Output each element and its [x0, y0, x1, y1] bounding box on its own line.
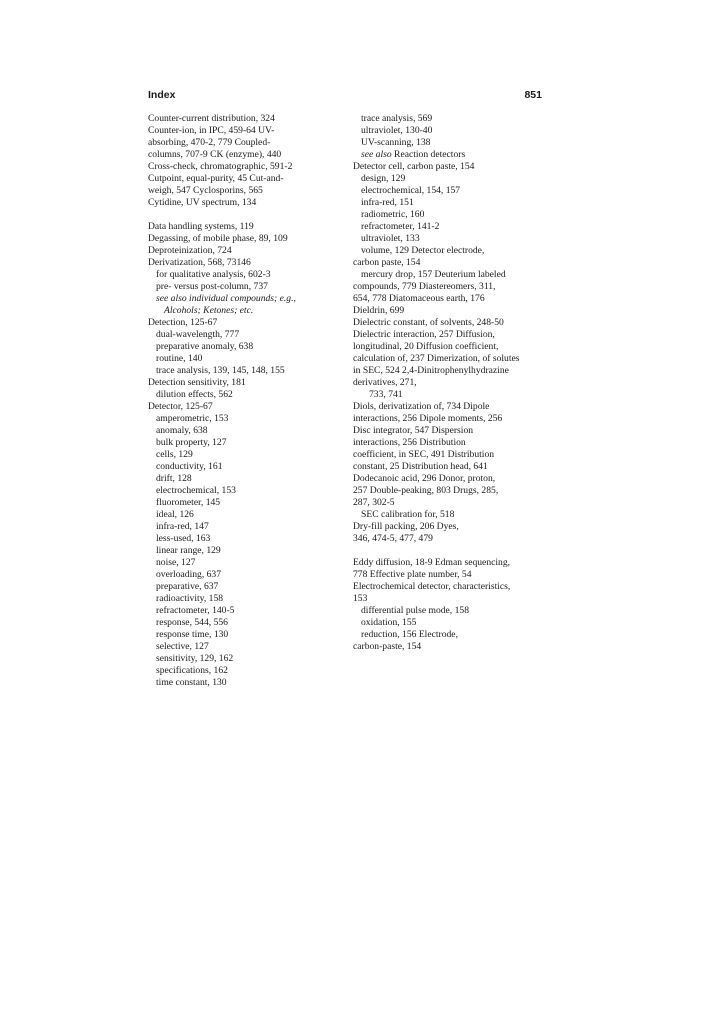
- index-entry: interactions, 256 Dipole moments, 256: [353, 413, 503, 424]
- index-subentry: amperometric, 153: [156, 413, 229, 424]
- blank-line: [148, 209, 333, 221]
- index-subentry: trace analysis, 569: [361, 113, 433, 124]
- page-header: [148, 88, 542, 102]
- index-subentry: reduction, 156 Electrode,: [361, 629, 458, 640]
- index-subentry: for qualitative analysis, 602-3: [156, 269, 271, 280]
- index-entry: 153: [353, 593, 368, 604]
- index-entry: Derivatization, 568, 73146: [148, 257, 251, 268]
- page-number: 851: [524, 89, 542, 101]
- index-entry: Dieldrin, 699: [353, 305, 405, 316]
- index-subentry: cells, 129: [156, 449, 193, 460]
- index-entry: calculation of, 237 Dimerization, of solutes: [353, 353, 520, 364]
- index-subentry: conductivity, 161: [156, 461, 223, 472]
- index-subentry: bulk property, 127: [156, 437, 227, 448]
- index-subentry: pre- versus post-column, 737: [156, 281, 268, 292]
- index-subentry: specifications, 162: [156, 665, 228, 676]
- index-subentry: differential pulse mode, 158: [361, 605, 469, 616]
- index-subentry: routine, 140: [156, 353, 203, 364]
- index-entry: Dielectric interaction, 257 Diffusion,: [353, 329, 495, 340]
- index-subentry: dual-wavelength, 777: [156, 329, 240, 340]
- index-entry: Data handling systems, 119: [148, 221, 254, 232]
- index-subentry: see also Reaction detectors: [361, 149, 466, 160]
- index-entry: Diols, derivatization of, 734 Dipole: [353, 401, 490, 412]
- index-subentry: Alcohols; Ketones; etc.: [164, 305, 254, 316]
- blank-line: [353, 545, 543, 557]
- index-entry: compounds, 779 Diastereomers, 311,: [353, 281, 496, 292]
- index-subentry: trace analysis, 139, 145, 148, 155: [156, 365, 285, 376]
- index-subentry: electrochemical, 154, 157: [361, 185, 461, 196]
- index-subentry: response, 544, 556: [156, 617, 228, 628]
- index-subentry: infra-red, 147: [156, 521, 209, 532]
- index-subentry: volume, 129 Detector electrode,: [361, 245, 485, 256]
- index-entry: 287, 302-5: [353, 497, 395, 508]
- index-entry: coefficient, in SEC, 491 Distribution: [353, 449, 495, 460]
- index-entry: Detection sensitivity, 181: [148, 377, 246, 388]
- index-entry: Electrochemical detector, characteristics,: [353, 581, 511, 592]
- index-entry: Cytidine, UV spectrum, 134: [148, 197, 257, 208]
- index-entry: Degassing, of mobile phase, 89, 109: [148, 233, 288, 244]
- index-subentry: overloading, 637: [156, 569, 222, 580]
- index-subentry: electrochemical, 153: [156, 485, 236, 496]
- index-entry: carbon paste, 154: [353, 257, 421, 268]
- index-entry: Detection, 125-67: [148, 317, 218, 328]
- index-subentry: SEC calibration for, 518: [361, 509, 455, 520]
- index-subentry: less-used, 163: [156, 533, 211, 544]
- index-entry: interactions, 256 Distribution: [353, 437, 466, 448]
- index-entry: Counter-current distribution, 324: [148, 113, 275, 124]
- index-subentry: mercury drop, 157 Deuterium labeled: [361, 269, 506, 280]
- index-subentry: design, 129: [361, 173, 406, 184]
- index-subentry: fluorometer, 145: [156, 497, 221, 508]
- index-entry: columns, 707-9 CK (enzyme), 440: [148, 149, 282, 160]
- index-subentry: dilution effects, 562: [156, 389, 233, 400]
- index-subentry: response time, 130: [156, 629, 229, 640]
- index-entry: Deproteinization, 724: [148, 245, 232, 256]
- index-entry: in SEC, 524 2,4-Dinitrophenylhydrazine: [353, 365, 509, 376]
- index-subentry: drift, 128: [156, 473, 192, 484]
- index-entry: longitudinal, 20 Diffusion coefficient,: [353, 341, 499, 352]
- index-subentry: noise, 127: [156, 557, 196, 568]
- index-entry: Dry-fill packing, 206 Dyes,: [353, 521, 459, 532]
- index-subentry: 733, 741: [369, 389, 403, 400]
- index-entry: Detector cell, carbon paste, 154: [353, 161, 475, 172]
- index-subentry: sensitivity, 129, 162: [156, 653, 234, 664]
- index-subentry: radioactivity, 158: [156, 593, 224, 604]
- index-entry: Cross-check, chromatographic, 591-2: [148, 161, 293, 172]
- index-subentry: linear range, 129: [156, 545, 221, 556]
- index-subentry: refractometer, 140-5: [156, 605, 235, 616]
- index-subentry: anomaly, 638: [156, 425, 208, 436]
- index-entry: 257 Double-peaking, 803 Drugs, 285,: [353, 485, 499, 496]
- index-entry: derivatives, 271,: [353, 377, 417, 388]
- index-entry: Disc integrator, 547 Dispersion: [353, 425, 474, 436]
- index-subentry: see also individual compounds; e.g.,: [156, 293, 296, 304]
- index-entry: 346, 474-5, 477, 479: [353, 533, 433, 544]
- index-subentry: ideal, 126: [156, 509, 194, 520]
- index-entry: Eddy diffusion, 18-9 Edman sequencing,: [353, 557, 511, 568]
- index-subentry: preparative anomaly, 638: [156, 341, 254, 352]
- index-subentry: time constant, 130: [156, 677, 227, 688]
- index-entry: Counter-ion, in IPC, 459-64 UV-: [148, 125, 275, 136]
- index-entry: weigh, 547 Cyclosporins, 565: [148, 185, 263, 196]
- index-subentry: UV-scanning, 138: [361, 137, 431, 148]
- index-entry: carbon-paste, 154: [353, 641, 422, 652]
- index-subentry: oxidation, 155: [361, 617, 417, 628]
- index-subentry: infra-red, 151: [361, 197, 414, 208]
- index-entry: Dodecanoic acid, 296 Donor, proton,: [353, 473, 496, 484]
- index-entry: constant, 25 Distribution head, 641: [353, 461, 488, 472]
- index-entry: 654, 778 Diatomaceous earth, 176: [353, 293, 485, 304]
- index-subentry: refractometer, 141-2: [361, 221, 440, 232]
- index-entry: Cutpoint, equal-purity, 45 Cut-and-: [148, 173, 284, 184]
- index-column-left: [148, 113, 333, 689]
- index-subentry: ultraviolet, 130-40: [361, 125, 433, 136]
- index-subentry: selective, 127: [156, 641, 209, 652]
- index-subentry: radiometric, 160: [361, 209, 425, 220]
- index-entry: Dielectric constant, of solvents, 248-50: [353, 317, 504, 328]
- index-column-right: [353, 113, 543, 653]
- page-title: Index: [148, 89, 176, 101]
- index-entry: Detector, 125-67: [148, 401, 213, 412]
- index-subentry: ultraviolet, 133: [361, 233, 420, 244]
- index-subentry: preparative, 637: [156, 581, 219, 592]
- index-entry: absorbing, 470-2, 779 Coupled-: [148, 137, 271, 148]
- index-entry: 778 Effective plate number, 54: [353, 569, 472, 580]
